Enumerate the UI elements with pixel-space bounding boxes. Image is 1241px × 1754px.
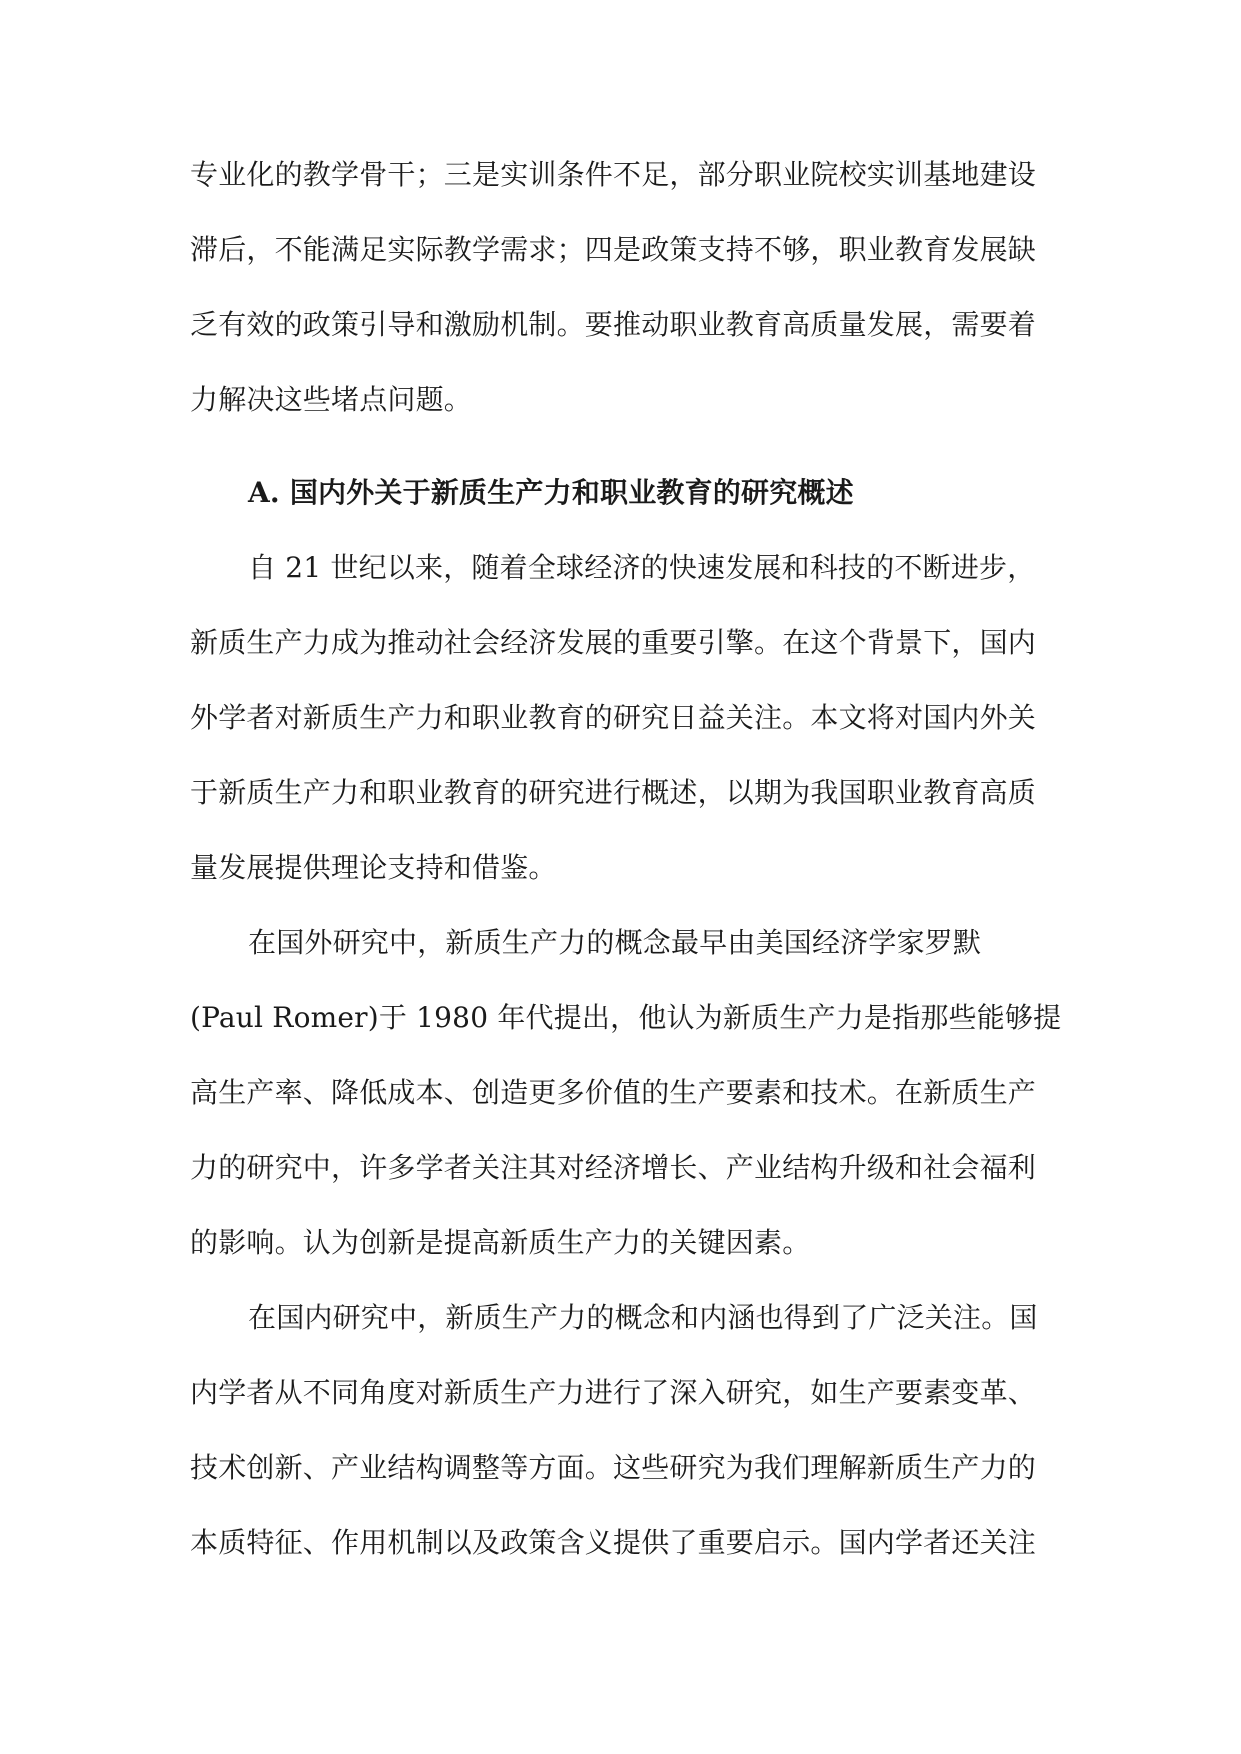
paragraph-1 (190, 137, 1060, 437)
paragraph-4 (190, 1280, 1060, 1580)
text-line: 乏有效的政策引导和激励机制。要推动职业教育高质量发展，需要着 (190, 308, 1037, 341)
paragraph-2 (190, 530, 1060, 905)
text-line: 力的研究中，许多学者关注其对经济增长、产业结构升级和社会福利 (190, 1151, 1037, 1184)
text-line: 高生产率、降低成本、创造更多价值的生产要素和技术。在新质生产 (190, 1076, 1037, 1109)
text-line: 内学者从不同角度对新质生产力进行了深入研究，如生产要素变革、 (190, 1376, 1037, 1409)
text-line: 的影响。认为创新是提高新质生产力的关键因素。 (190, 1226, 811, 1259)
text-line: 在国外研究中，新质生产力的概念最早由美国经济学家罗默 (248, 926, 982, 959)
paragraph-3 (190, 905, 1060, 1280)
text-line: 专业化的教学骨干；三是实训条件不足，部分职业院校实训基地建设 (190, 158, 1037, 191)
section-heading (190, 455, 1060, 530)
text-line: 自 21 世纪以来，随着全球经济的快速发展和科技的不断进步， (248, 551, 1036, 584)
text-line: 量发展提供理论支持和借鉴。 (190, 851, 557, 884)
text-line: 新质生产力成为推动社会经济发展的重要引擎。在这个背景下，国内 (190, 626, 1037, 659)
text-line: 滞后，不能满足实际教学需求；四是政策支持不够，职业教育发展缺 (190, 233, 1037, 266)
text-line: 力解决这些堵点问题。 (190, 383, 473, 416)
section-heading-text: A. 国内外关于新质生产力和职业教育的研究概述 (248, 476, 854, 509)
text-line: (Paul Romer)于 1980 年代提出，他认为新质生产力是指那些能够提 (190, 1001, 1062, 1034)
text-line: 于新质生产力和职业教育的研究进行概述，以期为我国职业教育高质 (190, 776, 1037, 809)
text-line: 在国内研究中，新质生产力的概念和内涵也得到了广泛关注。国 (248, 1301, 1038, 1334)
text-line: 技术创新、产业结构调整等方面。这些研究为我们理解新质生产力的 (190, 1451, 1037, 1484)
body-text (190, 137, 1060, 1580)
text-line: 本质特征、作用机制以及政策含义提供了重要启示。国内学者还关注 (190, 1526, 1037, 1559)
text-line: 外学者对新质生产力和职业教育的研究日益关注。本文将对国内外关 (190, 701, 1037, 734)
